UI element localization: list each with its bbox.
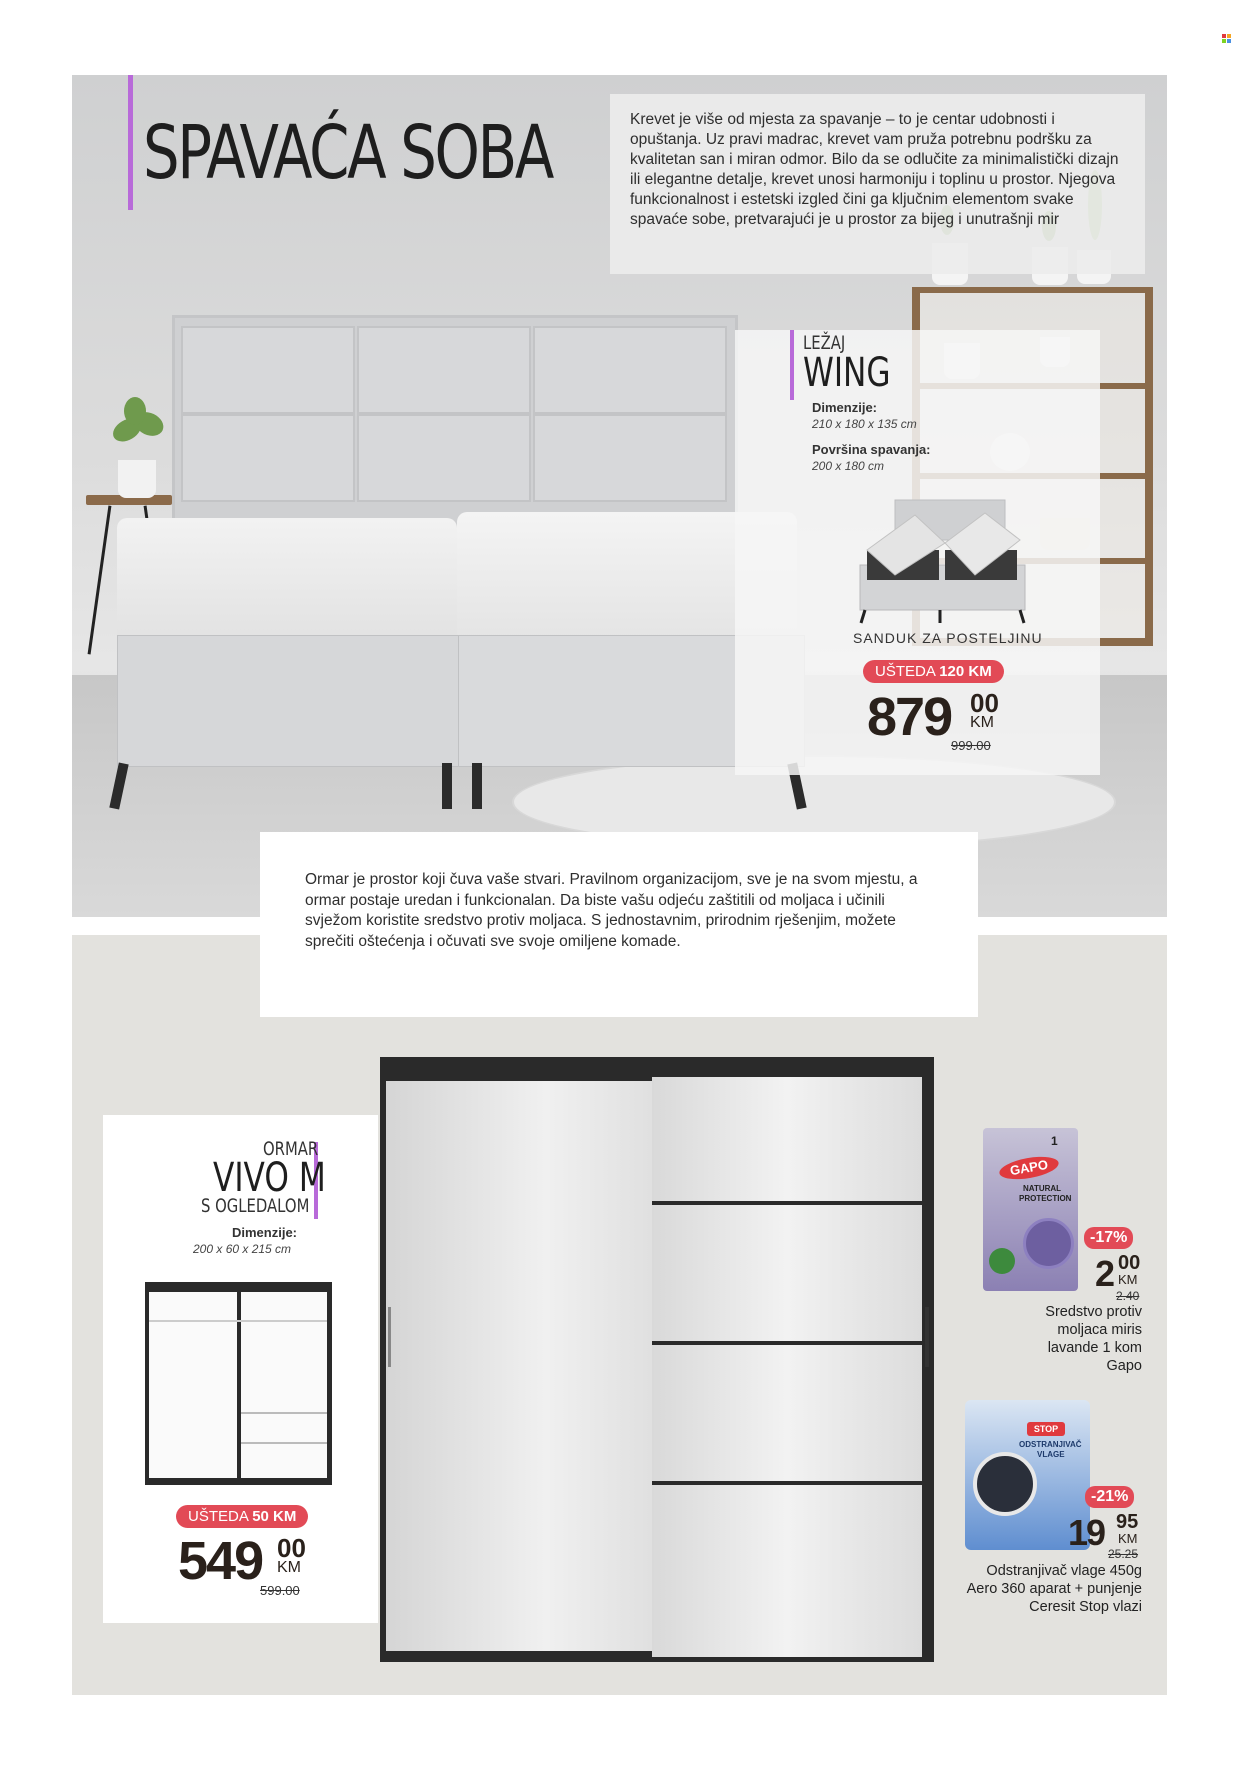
savings-value: 50 KM (252, 1508, 297, 1525)
ceresit-discount-badge: -21% (1085, 1486, 1134, 1508)
savings-prefix: UŠTEDA (875, 663, 936, 680)
ceresit-name-line: Ceresit Stop vlazi (1029, 1599, 1142, 1615)
gapo-pack-count: 1 (1051, 1134, 1058, 1148)
bed-category: LEŽAJ (803, 332, 846, 354)
bed-old-price: 999.00 (951, 738, 991, 753)
gapo-price-dec: 00 (1118, 1252, 1141, 1274)
bed-dim-label: Dimenzije: (812, 400, 878, 415)
savings-value: 120 KM (939, 663, 992, 680)
ceresit-old-price: 25.25 (1108, 1547, 1139, 1561)
ceresit-brand-label: STOP (1027, 1422, 1065, 1436)
ceresit-pack-line2: VLAGE (1037, 1450, 1065, 1459)
gapo-name-line: Sredstvo protiv (1045, 1304, 1142, 1320)
gapo-pack-line2: PROTECTION (1019, 1194, 1072, 1203)
savings-prefix: UŠTEDA (188, 1508, 249, 1525)
ceresit-name-line: Aero 360 aparat + punjenje (966, 1581, 1142, 1597)
bed-price-dec: 00 (970, 688, 999, 718)
wardrobe-price-dec: 00 (277, 1533, 306, 1563)
wardrobe-intro-text: Ormar je prostor koji čuva vaše stvari. Pravilnom organizacijom, sve je na svom mjestu, a ormar postaje uredan i funkcionalan. Da biste vašu odjeću zaštitili od moljaca i učinili svježom koristite sredstvo protiv moljaca. S jednostavnim, prirodnim rješenjim, možete sprečiti oštećenja i očuvati sve svoje omiljene komade. (260, 832, 978, 1017)
ceresit-pack-line1: ODSTRANJIVAČ (1019, 1440, 1082, 1449)
wardrobe-image (380, 1057, 934, 1662)
bed-sleep-value: 200 x 180 cm (812, 459, 885, 473)
gapo-product-image (983, 1128, 1078, 1291)
gapo-pack-line1: NATURAL (1023, 1184, 1062, 1193)
ceresit-price-dec: 95 (1116, 1511, 1139, 1533)
bed-sleep-label: Površina spavanja: (812, 442, 931, 457)
brand-logo-icon (1222, 34, 1232, 44)
wardrobe-savings-badge (176, 1505, 308, 1528)
wardrobe-old-price: 599.00 (260, 1583, 300, 1598)
gapo-name-line: Gapo (1106, 1358, 1142, 1374)
bed-feature: SANDUK ZA POSTELJINU (853, 630, 1043, 646)
gapo-product-name (962, 1303, 1142, 1375)
gapo-price-currency: KM (1118, 1272, 1138, 1287)
gapo-brand-label: GAPO (998, 1153, 1061, 1183)
bed-storage-image (855, 495, 1030, 630)
bed-product-card (735, 330, 1100, 775)
wardrobe-dim-value: 200 x 60 x 215 cm (193, 1242, 292, 1256)
wardrobe-name: VIVO M (213, 1155, 326, 1201)
gapo-price-int: 2 (1095, 1253, 1114, 1294)
wardrobe-price-currency: KM (277, 1559, 301, 1576)
title-accent-bar (128, 75, 133, 210)
gapo-old-price: 2.40 (1116, 1289, 1140, 1303)
wardrobe-subname: S OGLEDALOM (201, 1195, 310, 1217)
wardrobe-dim-label: Dimenzije: (232, 1225, 298, 1240)
ceresit-price-currency: KM (1118, 1531, 1138, 1546)
wardrobe-price-int: 549 (178, 1531, 263, 1591)
intro-text: Krevet je više od mjesta za spavanje – to je centar udobnosti i opuštanja. Uz pravi madrac, krevet vam pruža potrebnu podršku za kvalitetan san i miran odmor. Bilo da se odlučite za minimalistički dizajn ili elegantne detalje, krevet unosi harmoniju i toplinu u prostor. Njegova funkcionalnost i estetski izgled čini ga ključnim elementom svake spavaće sobe, pretvarajući je u prostor za bijeg i unutrašnji mir (610, 94, 1145, 274)
bed-name: WING (803, 350, 891, 396)
bed-base-left (117, 635, 459, 767)
gapo-name-line: lavande 1 kom (1047, 1340, 1142, 1356)
bed-dim-value: 210 x 180 x 135 cm (812, 417, 917, 431)
bed-price-currency: KM (970, 714, 994, 731)
page-title: SPAVAĆA SOBA (143, 110, 553, 196)
gapo-name-line: moljaca miris (1057, 1322, 1142, 1338)
plant (118, 460, 156, 498)
gapo-discount-badge: -17% (1084, 1227, 1133, 1249)
wardrobe-category: ORMAR (263, 1138, 319, 1160)
mattress-left (117, 518, 457, 648)
ceresit-price-int: 19 (1068, 1512, 1105, 1553)
bed-savings-badge (863, 660, 1004, 683)
bed-price-int: 879 (867, 687, 952, 747)
wardrobe-interior-image (145, 1282, 332, 1485)
ceresit-name-line: Odstranjivač vlage 450g (986, 1563, 1142, 1579)
ceresit-product-name (922, 1562, 1142, 1616)
